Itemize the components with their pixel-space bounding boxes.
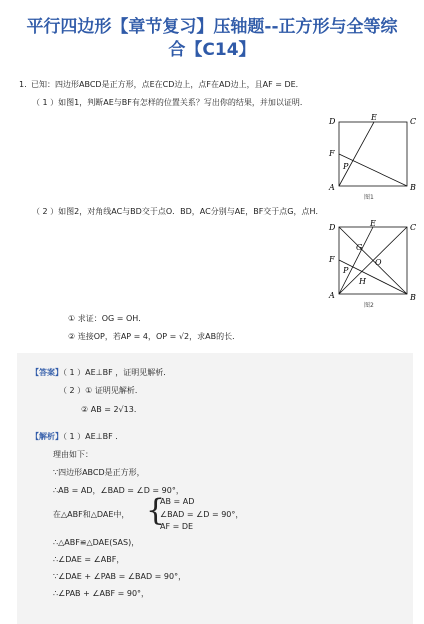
fig1-label-p: P — [343, 162, 349, 171]
system-line-2: ∠BAD = ∠D = 90°， — [160, 510, 244, 519]
answer-tag: 【答案】 — [31, 368, 63, 377]
fig1-label-f: F — [329, 149, 335, 158]
fig1-label-c: C — [410, 117, 417, 126]
title-line-2: 合【C14】 — [168, 40, 256, 60]
answer-line-2: （ 2 ）① 证明见解析． — [59, 386, 143, 395]
fig2-label-g: G — [356, 243, 363, 252]
fig1-label-a: A — [329, 183, 335, 192]
question-stem: 已知：四边形ABCD是正方形，点E在CD边上，点F在AD边上，且AF = DE． — [31, 80, 304, 89]
fig2-label-p: P — [343, 266, 349, 275]
analysis-tag: 【解析】 — [31, 432, 63, 441]
analysis-line-7: ∴∠DAE = ∠ABF， — [53, 555, 125, 564]
fig2-label-f: F — [329, 255, 335, 264]
question-part-2: （ 2 ）如图2，对角线AC与BD交于点O．BD，AC分别与AE，BF交于点G，点H． — [32, 207, 324, 216]
fig1-label-d: D — [329, 117, 336, 126]
analysis-line-2: 理由如下： — [53, 450, 93, 459]
question-number: 1. — [19, 80, 27, 89]
fig2-label-e: E — [370, 220, 376, 228]
fig2-label-b: B — [410, 293, 416, 302]
sub-question-2: ② 连接OP，若AP = 4，OP = √2，求AB的长． — [68, 332, 241, 341]
analysis-line-9: ∴∠PAB + ∠ABF = 90°， — [53, 589, 150, 598]
analysis-line-6: ∴△ABF≌△DAE(SAS)， — [53, 538, 140, 547]
title-line-1: 平行四边形【章节复习】压轴题--正方形与全等综 — [26, 17, 398, 37]
analysis-line-5: 在△ABF和△DAE中， — [53, 510, 130, 519]
system-line-3: AF = DE — [160, 522, 194, 531]
fig1-label-e: E — [371, 113, 377, 122]
fig1-label-b: B — [410, 183, 416, 192]
sub-question-1: ① 求证：OG = OH． — [68, 314, 147, 323]
analysis-line-4: ∴AB = AD，∠BAD = ∠D = 90°， — [53, 486, 184, 495]
figure-2-caption: 图2 — [364, 302, 374, 309]
fig2-label-h: H — [359, 277, 366, 286]
analysis-line-3: ∵四边形ABCD是正方形， — [53, 468, 145, 477]
fig2-label-o: O — [375, 258, 382, 267]
answer-line-1: （ 1 ）AE⊥BF ，证明见解析． — [59, 368, 172, 377]
fig2-label-a: A — [329, 291, 335, 300]
system-brace: { — [146, 493, 166, 528]
figure-2 — [322, 220, 417, 302]
fig2-label-c: C — [410, 223, 417, 232]
system-line-1: AB = AD — [160, 497, 195, 506]
question-part-1: （ 1 ）如图1，判断AE与BF有怎样的位置关系？写出你的结果，并加以证明． — [32, 98, 308, 107]
analysis-line-1: （ 1 ）AE⊥BF ． — [59, 432, 124, 441]
answer-line-3: ② AB = 2√13． — [81, 405, 142, 414]
fig2-label-d: D — [329, 223, 336, 232]
figure-1 — [322, 112, 417, 202]
page-title — [0, 16, 424, 62]
figure-1-caption: 图1 — [364, 194, 374, 201]
analysis-line-8: ∵∠DAE + ∠PAB = ∠BAD = 90°， — [53, 572, 187, 581]
